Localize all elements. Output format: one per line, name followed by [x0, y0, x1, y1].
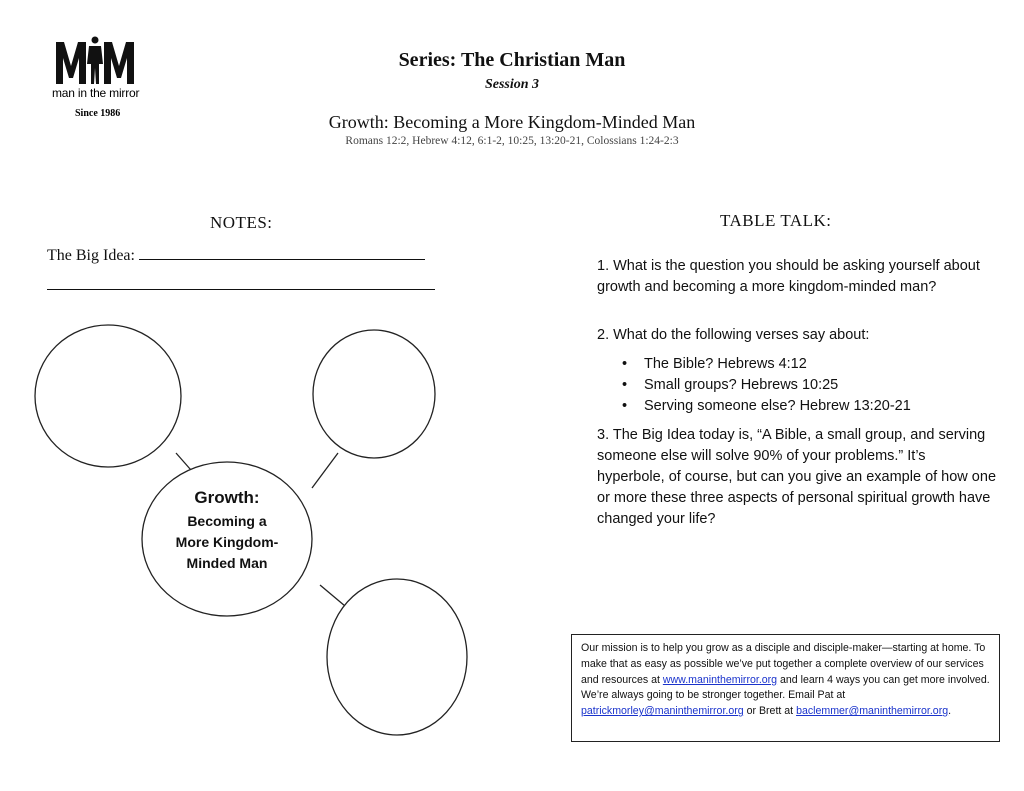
notes-heading: NOTES:: [210, 213, 273, 232]
logo-since: Since 1986: [75, 108, 121, 119]
question-1: 1. What is the question you should be asking yourself about growth and becoming a more kingdom-minded man?: [597, 258, 980, 295]
mission-text-2: and learn 4 ways you can get more involved. We’re always going to be stronger together. Email Pat at: [581, 673, 990, 702]
circle-top-right: [313, 330, 435, 458]
mission-text-1: Our mission is to help you grow as a disciple and disciple-maker—starting at home. To make that as easy as possible we’ve put together a complete overview of our services and resources at: [581, 642, 986, 686]
session-label: Session 3: [484, 77, 540, 92]
connector-top-right: [312, 453, 338, 488]
center-label-line-2: Becoming a: [187, 513, 267, 529]
mission-text-3: or Brett at: [743, 705, 797, 718]
verse-list-item: • The Bible? Hebrews 4:12: [622, 354, 911, 375]
question-3: 3. The Big Idea today is, “A Bible, a small group, and serving someone else will solve 90% of your problems.” It’s hyperbole, of course, but can you give an example of how one or more these three aspects of personal spiritual growth have changed your life?: [597, 427, 997, 527]
big-idea-field[interactable]: [47, 245, 425, 265]
big-idea-label: The Big Idea:: [47, 247, 135, 264]
connector-bottom-right: [320, 585, 345, 606]
scripture-references: Romans 12:2, Hebrew 4:12, 6:1-2, 10:25, 13:20-21, Colossians 1:24-2:3: [345, 135, 679, 147]
verse-list: [622, 354, 911, 417]
website-link[interactable]: www.maninthemirror.org: [662, 673, 778, 686]
center-label-line-3: More Kingdom-: [175, 534, 279, 550]
email-pat-link[interactable]: patrickmorley@maninthemirror.org: [581, 705, 744, 718]
series-title: Series: The Christian Man: [398, 49, 626, 71]
center-label-line-4: Minded Man: [186, 555, 268, 571]
email-brett-link[interactable]: baclemmer@maninthemirror.org: [796, 705, 949, 718]
mission-text-4: .: [948, 705, 952, 718]
verse-list-item: • Small groups? Hebrews 10:25: [622, 375, 911, 396]
big-idea-blank-line-2: [47, 289, 435, 290]
table-talk-heading: TABLE TALK:: [720, 211, 832, 230]
circle-top-left: [35, 325, 181, 467]
diagram-center-label: [142, 488, 312, 574]
lesson-title: Growth: Becoming a More Kingdom-Minded Man: [328, 112, 696, 132]
verse-list-item: • Serving someone else? Hebrew 13:20-21: [622, 396, 911, 417]
circle-bottom-right: [327, 579, 467, 735]
center-label-line-1: Growth:: [194, 488, 260, 507]
logo-tagline: man in the mirror: [52, 86, 140, 100]
big-idea-blank-line: [139, 245, 425, 260]
mission-box: [571, 634, 1000, 742]
question-2: 2. What do the following verses say about:: [597, 327, 870, 343]
